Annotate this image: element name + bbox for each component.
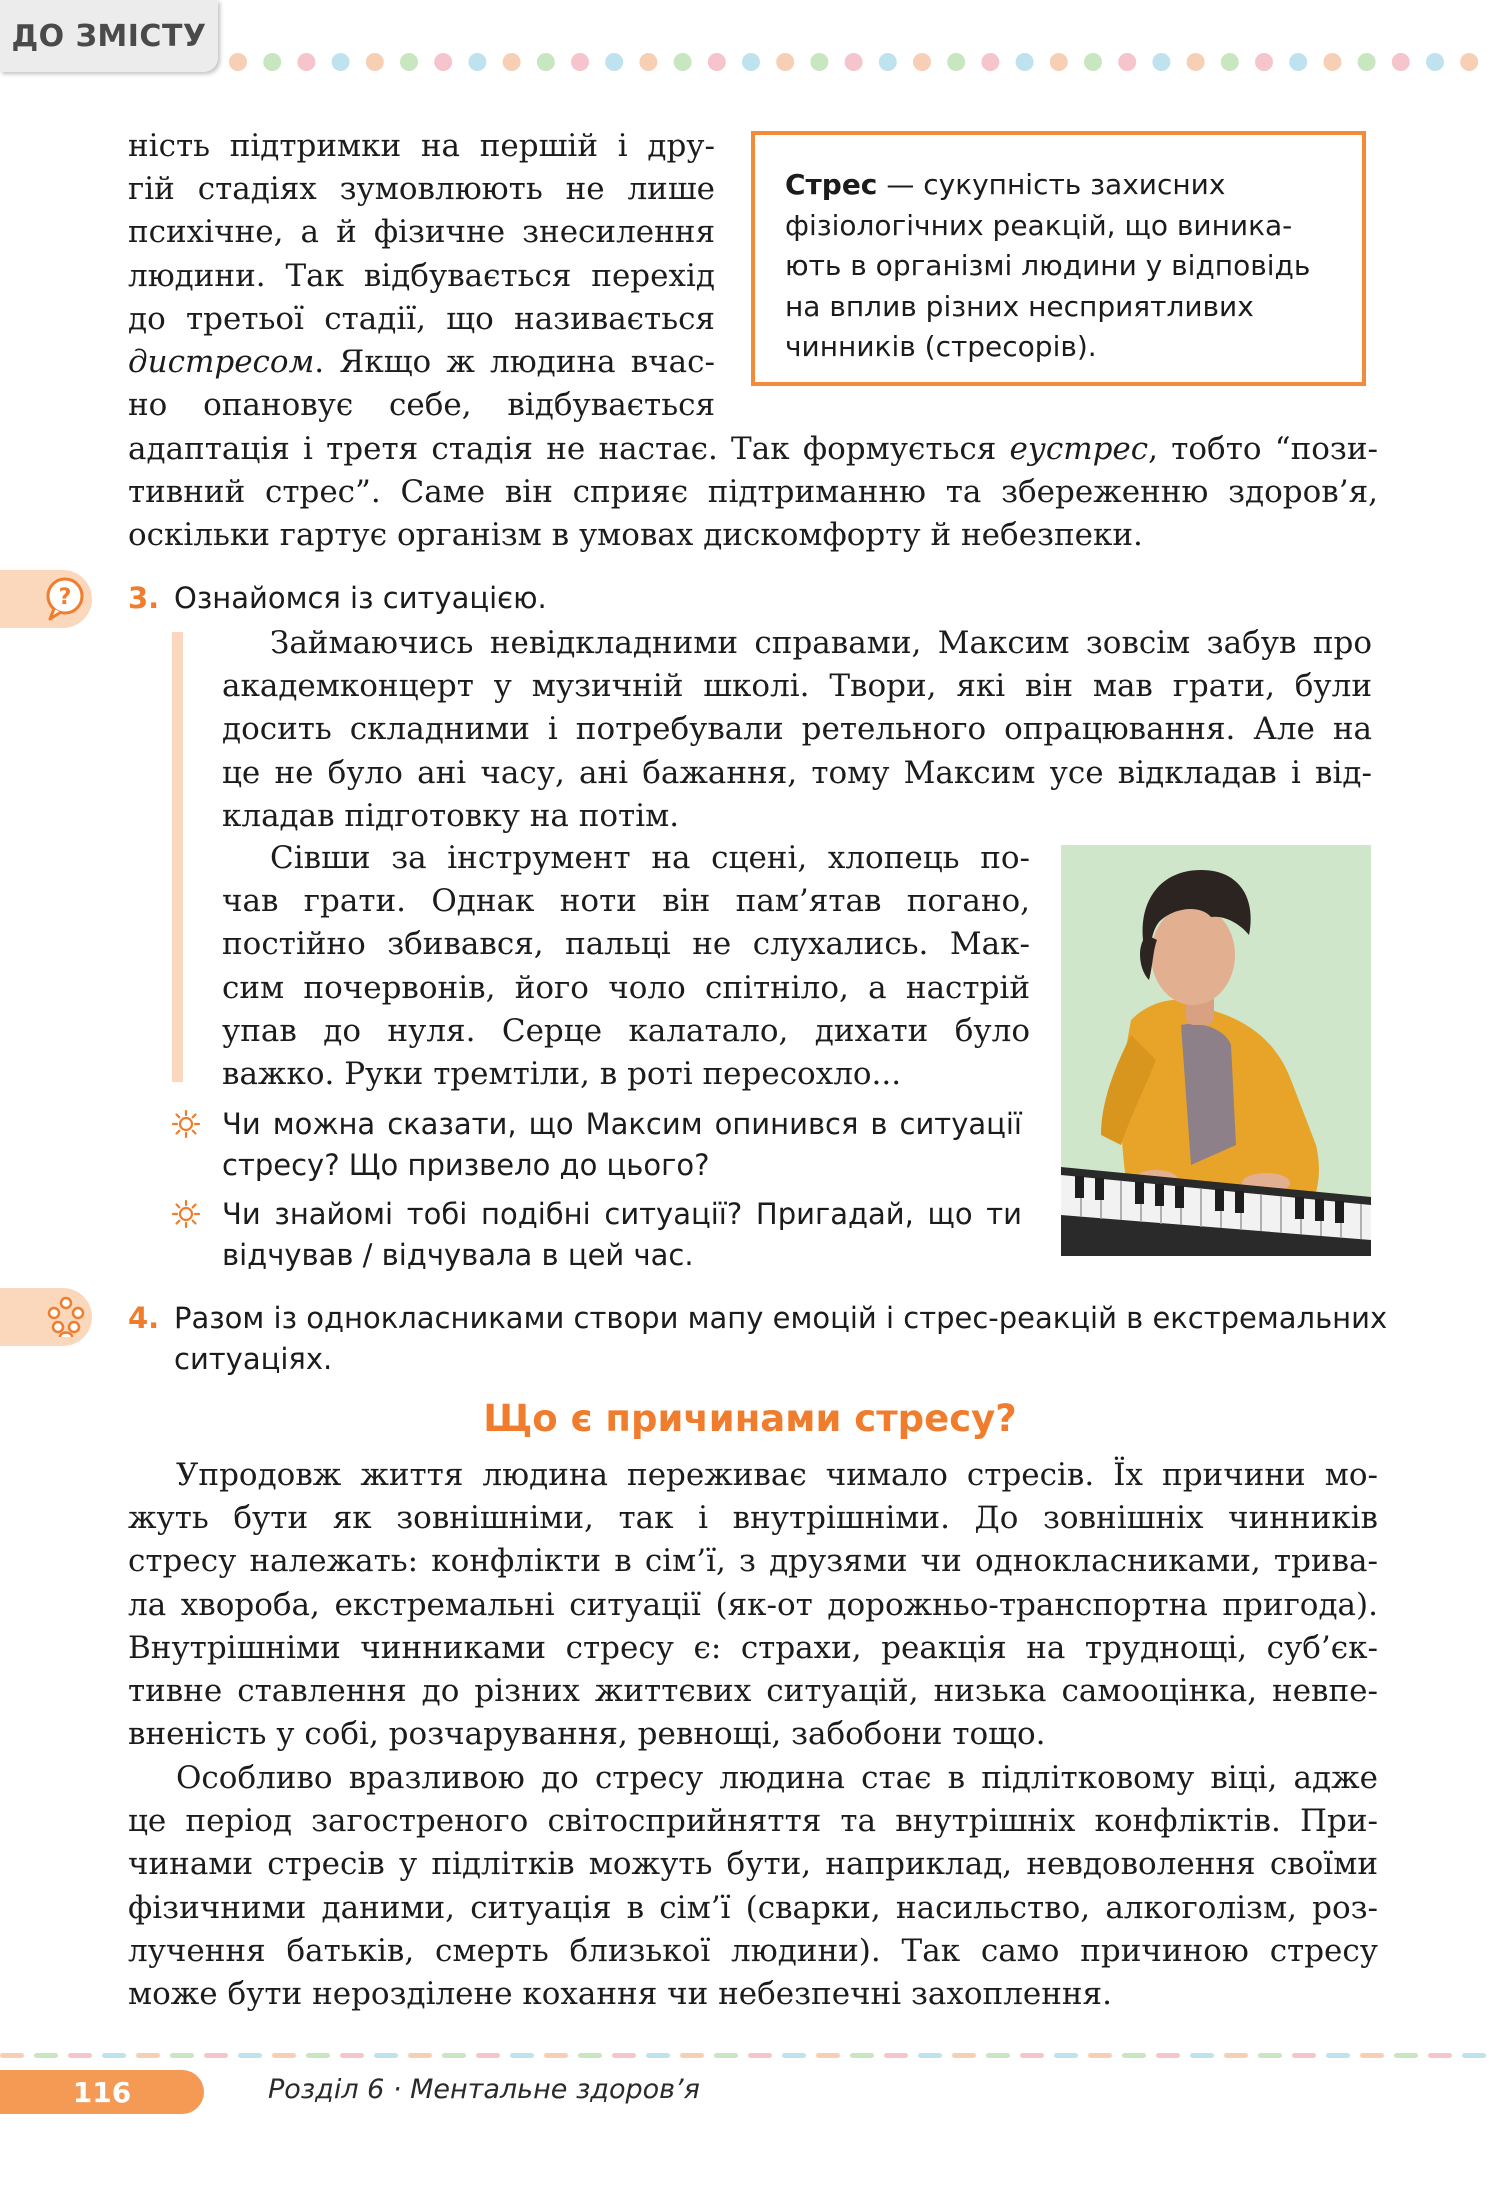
- paragraph-line: стресу належать: конфлікти в сім’ї, з друзями чи однокласниками, трива-: [128, 1543, 1378, 1580]
- sun-icon: [172, 1200, 200, 1228]
- decorative-dash: [1258, 2053, 1282, 2058]
- paragraph-line: Упродовж життя людина переживає чимало стресів. Їх причини мо-: [176, 1457, 1378, 1493]
- story-paragraph-2: [222, 837, 1030, 1096]
- decorative-dash: [204, 2053, 228, 2058]
- decorative-dash: [918, 2053, 942, 2058]
- decorative-dot: [1118, 53, 1136, 71]
- intro-line: тивний стрес”. Саме він сприяє підтриманню та збереженню здоров’я,: [128, 474, 1378, 511]
- story-line: постійно збивався, пальці не слухались. Мак-: [222, 926, 1030, 963]
- intro-paragraph-continued: [128, 428, 1378, 558]
- decorative-dash: [884, 2053, 908, 2058]
- decorative-dash: [408, 2053, 432, 2058]
- story-line: Займаючись невідкладними справами, Максим зовсім забув про: [270, 625, 1372, 661]
- intro-line: [128, 428, 1378, 471]
- intro-line-rest: . Якщо ж людина вчас-: [314, 344, 715, 381]
- paragraph-line: це період загостреного світосприйняття та внутрішніх конфліктів. При-: [128, 1803, 1378, 1840]
- paragraph-line: Внутрішніми чинниками стресу є: страхи, реакція на труднощі, суб’єк-: [128, 1629, 1378, 1666]
- paragraph-line: вненість у собі, розчарування, ревнощі, забобони тощо.: [128, 1716, 1046, 1753]
- question-text: [222, 1104, 1022, 1186]
- question-line: стресу? Що призвело до цього?: [222, 1148, 710, 1182]
- eustress-term: еустрес: [1009, 431, 1149, 467]
- decorative-dot: [1050, 53, 1068, 71]
- story-accent-bar: [172, 632, 183, 1082]
- boy-playing-piano-photo: [1061, 845, 1371, 1256]
- intro-line: гій стадіях зумовлюють не лише: [128, 171, 715, 208]
- story-line: академконцерт у музичній школі. Твори, які він мав грати, були: [222, 668, 1372, 705]
- decorative-dot: [1255, 53, 1273, 71]
- decorative-dot: [332, 53, 350, 71]
- decorative-dot: [1084, 53, 1102, 71]
- decorative-dash: [1190, 2053, 1214, 2058]
- decorative-dot: [845, 53, 863, 71]
- decorative-dash: [1428, 2053, 1452, 2058]
- question-bubble-icon: [42, 575, 88, 623]
- decorative-dash: [850, 2053, 874, 2058]
- story-line: упав до нуля. Серце калатало, дихати було: [222, 1012, 1030, 1049]
- question-text: [222, 1194, 1022, 1276]
- story-paragraph-1: [222, 622, 1372, 838]
- definition-text: — сукупність захисних: [877, 168, 1226, 201]
- paragraph-line: тивне ставлення до різних життєвих ситуацій, низька самооцінка, невпе-: [128, 1673, 1378, 1710]
- decorative-dash: [986, 2053, 1010, 2058]
- story-line: сим почервонів, його чоло спітніло, а настрій: [222, 969, 1030, 1006]
- decorative-dash: [306, 2053, 330, 2058]
- decorative-dash: [544, 2053, 568, 2058]
- story-line: чав грати. Однак ноти він пам’ятав погано,: [222, 883, 1030, 920]
- definition-line: фізіологічних реакцій, що виника-: [785, 208, 1293, 242]
- decorative-dash: [68, 2053, 92, 2058]
- decorative-dot: [1016, 53, 1034, 71]
- paragraph-line: може бути нерозділене кохання чи небезпечні захоплення.: [128, 1976, 1112, 2013]
- decorative-dash: [1122, 2053, 1146, 2058]
- definition-line: чинників (стресорів).: [785, 330, 1097, 363]
- definition-line: [785, 165, 1342, 206]
- toc-button[interactable]: [0, 0, 218, 72]
- decorative-dot: [571, 53, 589, 71]
- intro-line-part: адаптація і третя стадія не настає. Так формується: [128, 431, 1010, 467]
- decorative-dash: [442, 2053, 466, 2058]
- task-number: 4.: [128, 1301, 160, 1335]
- question-line: Чи можна сказати, що Максим опинився в ситуації: [222, 1107, 1022, 1141]
- decorative-dash: [578, 2053, 602, 2058]
- decorative-dot: [1426, 53, 1444, 71]
- causes-paragraph-2: [128, 1757, 1378, 2016]
- decorative-dash: [748, 2053, 772, 2058]
- story-line: кладав підготовку на потім.: [222, 797, 680, 834]
- paragraph-line: жуть бути як зовнішніми, так і внутрішніми. До зовнішніх чинників: [128, 1500, 1378, 1537]
- decorative-dot: [810, 53, 828, 71]
- decorative-dot: [605, 53, 623, 71]
- svg-text:?: ?: [58, 585, 72, 610]
- group-work-tab: [0, 1288, 92, 1346]
- decorative-dash: [952, 2053, 976, 2058]
- decorative-dot: [879, 53, 897, 71]
- decorative-dot: [468, 53, 486, 71]
- decorative-dash: [612, 2053, 636, 2058]
- story-line: досить складними і потребували ретельного опрацювання. Але на: [222, 711, 1372, 748]
- decorative-dot: [674, 53, 692, 71]
- decorative-dash: [1224, 2053, 1248, 2058]
- group-people-icon: [42, 1293, 90, 1341]
- decorative-dash: [1088, 2053, 1112, 2058]
- question-line: Чи знайомі тобі подібні ситуації? Пригадай, що ти: [222, 1197, 1022, 1231]
- decorative-dot: [263, 53, 281, 71]
- decorative-dot: [366, 53, 384, 71]
- definition-line: на вплив різних несприятливих: [785, 289, 1254, 323]
- decorative-dash: [1020, 2053, 1044, 2058]
- decorative-dot: [400, 53, 418, 71]
- decorative-dot: [434, 53, 452, 71]
- causes-paragraph-1: [128, 1454, 1378, 1756]
- decorative-dot: [742, 53, 760, 71]
- decorative-dash: [1326, 2053, 1350, 2058]
- decorative-dash: [1292, 2053, 1316, 2058]
- decorative-dot: [1187, 53, 1205, 71]
- running-title: Розділ 6 · Ментальне здоров’я: [268, 2074, 700, 2105]
- decorative-dot: [981, 53, 999, 71]
- task-number: 3.: [128, 581, 160, 615]
- intro-paragraph: [128, 125, 715, 427]
- sun-icon: [172, 1110, 200, 1138]
- intro-line: до третьої стадії, що називається: [128, 300, 715, 337]
- definition-term: Стрес: [785, 168, 878, 201]
- decorative-dash: [272, 2053, 296, 2058]
- decorative-dash: [1394, 2053, 1418, 2058]
- decorative-dash-row: [0, 2052, 1500, 2060]
- decorative-dot: [297, 53, 315, 71]
- decorative-dot: [1221, 53, 1239, 71]
- decorative-dot: [1323, 53, 1341, 71]
- section-heading: Що є причинами стресу?: [483, 1397, 1017, 1440]
- decorative-dash: [1360, 2053, 1384, 2058]
- decorative-dot: [708, 53, 726, 71]
- question-item: [172, 1194, 1022, 1284]
- intro-line: ність підтримки на першій і дру-: [128, 128, 715, 164]
- decorative-dash: [374, 2053, 398, 2058]
- definition-box: [751, 131, 1366, 386]
- decorative-dash: [34, 2053, 58, 2058]
- decorative-dash: [0, 2053, 24, 2058]
- story-line: це не було ані часу, ані бажання, тому Максим усе відкладав і від-: [222, 754, 1372, 791]
- paragraph-line: лучення батьків, смерть близької людини). Так само причиною стресу: [128, 1932, 1378, 1969]
- decorative-dash: [782, 2053, 806, 2058]
- decorative-dash: [102, 2053, 126, 2058]
- intro-line: людини. Так відбувається перехід: [128, 257, 715, 294]
- paragraph-line: чинами стресів у підлітків можуть бути, наприклад, невдоволення своїми: [128, 1846, 1378, 1883]
- decorative-dash: [238, 2053, 262, 2058]
- decorative-dot: [537, 53, 555, 71]
- task-instruction: [174, 1298, 1387, 1380]
- intro-line-part: , тобто “пози-: [1148, 431, 1378, 467]
- decorative-dash: [1156, 2053, 1180, 2058]
- task-instruction: Ознайомся із ситуацією.: [174, 581, 547, 615]
- decorative-dot: [1289, 53, 1307, 71]
- question-line: відчував / відчувала в цей час.: [222, 1238, 694, 1272]
- decorative-dot-row: [228, 50, 1493, 74]
- decorative-dot: [1460, 53, 1478, 71]
- decorative-dot: [1152, 53, 1170, 71]
- decorative-dot: [639, 53, 657, 71]
- decorative-dash: [136, 2053, 160, 2058]
- decorative-dash: [1462, 2053, 1486, 2058]
- decorative-dash: [646, 2053, 670, 2058]
- intro-line: но опановує себе, відбувається: [128, 387, 715, 424]
- question-tab: [0, 570, 92, 628]
- intro-line: психічне, а й фізичне знесилення: [128, 214, 715, 251]
- decorative-dash: [714, 2053, 738, 2058]
- paragraph-line: Особливо вразливою до стресу людина стає в підлітковому віці, адже: [176, 1760, 1378, 1796]
- story-line: Сівши за інструмент на сцені, хлопець по-: [270, 840, 1030, 876]
- page-number: 116: [0, 2070, 204, 2114]
- intro-line: оскільки гартує організм в умовах дискомфорту й небезпеки.: [128, 517, 1143, 554]
- definition-line: ють в організмі людини у відповідь: [785, 249, 1311, 282]
- question-item: [172, 1104, 1022, 1194]
- paragraph-line: ла хвороба, екстремальні ситуації (як-от дорожньо-транспортна пригода).: [128, 1586, 1378, 1623]
- paragraph-line: фізичними даними, ситуація в сім’ї (сварки, насильство, алкоголізм, роз-: [128, 1889, 1378, 1926]
- task-line: Разом із однокласниками створи мапу емоцій і стрес-реакцій в екстремальних: [174, 1301, 1388, 1335]
- decorative-dash: [816, 2053, 840, 2058]
- story-line: важко. Руки тремтіли, в роті пересохло...: [222, 1056, 902, 1093]
- decorative-dash: [510, 2053, 534, 2058]
- decorative-dash: [340, 2053, 364, 2058]
- decorative-dot: [229, 53, 247, 71]
- decorative-dot: [1358, 53, 1376, 71]
- decorative-dot: [913, 53, 931, 71]
- toc-label: ДО ЗМІСТУ: [11, 18, 207, 54]
- decorative-dash: [170, 2053, 194, 2058]
- intro-line: [128, 341, 715, 384]
- distress-term: дистресом: [128, 344, 315, 381]
- decorative-dot: [503, 53, 521, 71]
- decorative-dash: [680, 2053, 704, 2058]
- decorative-dash: [476, 2053, 500, 2058]
- decorative-dash: [1054, 2053, 1078, 2058]
- decorative-dot: [776, 53, 794, 71]
- task-line: ситуаціях.: [174, 1342, 333, 1376]
- decorative-dot: [1392, 53, 1410, 71]
- decorative-dot: [947, 53, 965, 71]
